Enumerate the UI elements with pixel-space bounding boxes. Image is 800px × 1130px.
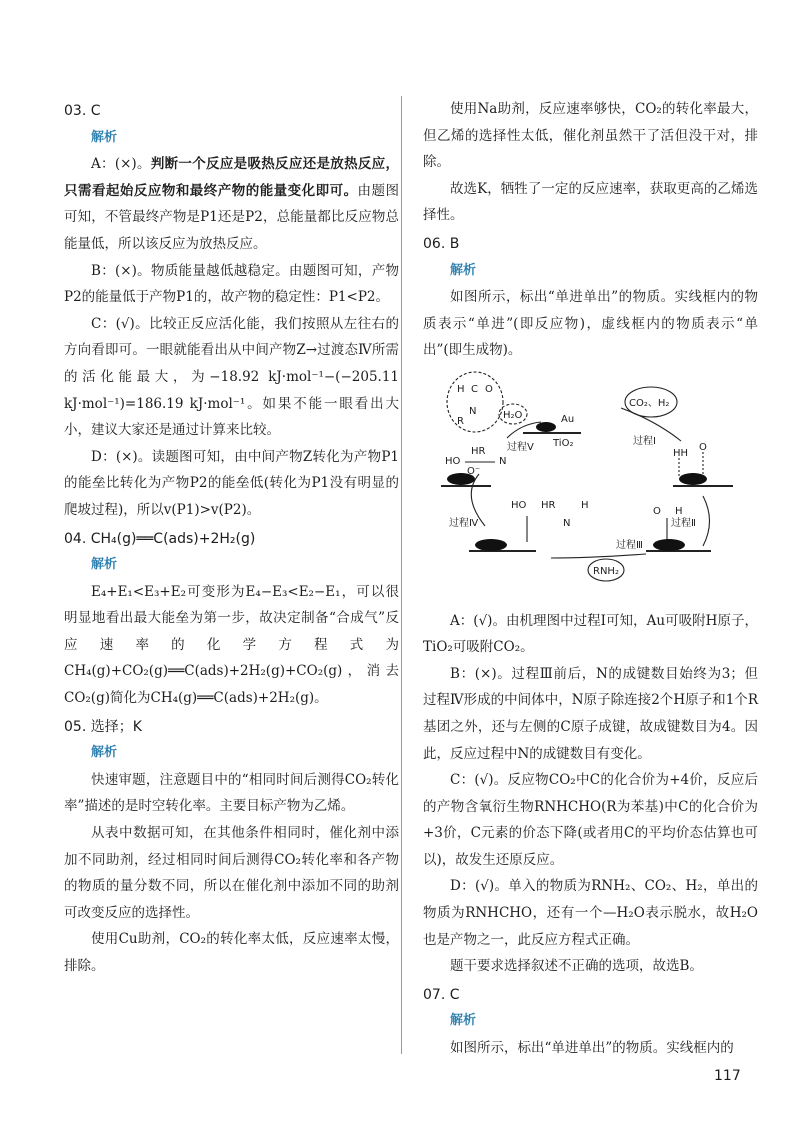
q06-conclusion: 题干要求选择叙述不正确的选项，故选B。 [450, 958, 703, 975]
label-step1: 过程Ⅰ [633, 435, 656, 447]
label-hh: HH [673, 447, 689, 459]
label-bottom-h: H [581, 499, 589, 511]
label-int-hr: HR [471, 445, 486, 457]
catalyst-cluster-right [679, 473, 707, 485]
q05-paragraph-1: 快速审题，注意题目中的“相同时间后测得CO₂转化率”描述的是时空转化率。主要目标产物为乙烯。 [64, 771, 399, 815]
label-step3: 过程Ⅲ [616, 539, 643, 551]
catalyst-cluster-bottom-right [653, 539, 685, 551]
q04-paragraph: E₄+E₁<E₃+E₂可变形为E₄−E₃<E₂−E₁，可以很明显地看出最大能垒为第一步，故决定制备“合成气”反应速率的化学方程式为CH₄(g)+CO₂(g)══C(ads)+2H₂(g)+CO₂(g)，消去CO₂(g)简化为CH₄(g)══C(ads)+2H₂(g)。 [64, 583, 399, 707]
q06-option-b: B：(×)。过程Ⅲ前后，N的成键数目始终为3；但过程Ⅳ形成的中间体中，N原子除连接2个H原子和1个R基团之外，还与左侧的C原子成键，故成键数目为4。因此，反应过程中N的成键数目有变化。 [423, 665, 758, 762]
left-column [64, 96, 399, 980]
q06-option-c: C：(√)。反应物CO₂中C的化合价为+4价，反应后的产物含氧衍生物RNHCHO(R为苯基)中C的化合价为+3价，C元素的价态下降(或者用C的平均价态估算也可以)，故发生还原反应。 [423, 772, 758, 868]
label-formamide-c: C [471, 383, 478, 395]
label-au: Au [561, 413, 575, 425]
label-formamide-h: H [457, 383, 465, 395]
dashed-circle-formamide [447, 372, 503, 432]
label-step2: 过程Ⅱ [671, 517, 696, 529]
q03-number: 03. C [64, 103, 101, 119]
q04-number: 04. CH₄(g)══C(ads)+2H₂(g) [64, 530, 256, 547]
q07-analysis-tag: 解析 [450, 1013, 477, 1029]
label-step4: 过程Ⅳ [449, 517, 479, 529]
label-int-om: O⁻ [467, 465, 481, 477]
q05-paragraph-4: 使用Na助剂，反应速率够快，CO₂的转化率最大，但乙烯的选择性太低，催化剂虽然干了活但没干对，排除。 [423, 101, 758, 171]
q05-number: 05. 选择；K [64, 718, 142, 735]
q06-option-a: A：(√)。由机理图中过程Ⅰ可知，Au可吸附H原子，TiO₂可吸附CO₂。 [423, 612, 758, 656]
catalyst-cluster-top [536, 422, 556, 432]
q03-analysis-tag: 解析 [91, 129, 118, 145]
q03-option-a: A：(×)。判断一个反应是吸热反应还是放热反应，只需看起始反应物和最终产物的能量变化即可。由题图可知，不管最终产物是P1还是P2，总能量都比反应物总能量低，所以该反应为放热反应。 [64, 156, 400, 252]
label-formamide-o: O [485, 383, 493, 395]
label-bottom-n: N [563, 517, 571, 529]
column-divider [401, 96, 402, 1054]
q06-option-d: D：(√)。单入的物质为RNH₂、CO₂、H₂，单出的物质为RNHCHO，还有一个—H₂O表示脱水，故H₂O也是产物之一，此反应方程式正确。 [423, 878, 758, 948]
arrow-step5 [507, 422, 541, 438]
q05-analysis-tag: 解析 [91, 745, 118, 761]
q06-analysis-tag: 解析 [450, 262, 477, 278]
q06-paragraph-1: 如图所示，标出“单进单出”的物质。实线框内的物质表示“单进”(即反应物)，虚线框内的物质表示“单出”(即生成物)。 [423, 289, 758, 359]
q07-paragraph-1: 如图所示，标出“单进单出”的物质。实线框内的 [450, 1040, 734, 1057]
label-rnh2: RNH₂ [593, 565, 619, 577]
label-co2-h2: CO₂、H₂ [629, 397, 670, 409]
label-int-ho: HO [445, 455, 461, 467]
q03-option-c: C：(√)。比较正反应活化能，我们按照从左往右的方向看即可。一眼就能看出从中间产物Z→过渡态Ⅳ所需的活化能最大，为−18.92 kJ·mol⁻¹−(−205.11 kJ·mol⁻¹)=186.19 kJ·mol⁻¹。如果不能一眼看出大小，建议大家还是通过计算来比较。 [64, 315, 399, 439]
q03-option-b: B：(×)。物质能量越低越稳定。由题图可知，产物P2的能量低于产物P1的，故产物的稳定性：P1<P2。 [64, 262, 399, 306]
label-co2-top-o: O [699, 441, 707, 453]
reaction-mechanism-diagram [441, 366, 741, 598]
label-step5: 过程Ⅴ [507, 441, 534, 453]
q05-paragraph-3: 使用Cu助剂，CO₂的转化率太低，反应速率太慢，排除。 [64, 931, 399, 974]
label-bottom-hr: HR [541, 499, 556, 511]
label-formamide-r: R [457, 415, 464, 427]
q06-number: 06. B [423, 235, 460, 252]
q04-analysis-tag: 解析 [91, 557, 118, 573]
label-hcoo-h: H [675, 505, 683, 517]
catalyst-cluster-bottom-left [475, 539, 507, 551]
q07-number: 07. C [423, 986, 460, 1003]
arrow-step3 [551, 554, 646, 558]
label-int-n: N [499, 455, 507, 467]
right-column [423, 96, 758, 1062]
q05-paragraph-5: 故选K，牺牲了一定的反应速率，获取更高的乙烯选择性。 [423, 180, 758, 224]
label-h2o: H₂O [503, 409, 523, 421]
label-tio2: TiO₂ [553, 437, 574, 449]
label-bottom-ho: HO [511, 499, 527, 511]
q05-paragraph-2: 从表中数据可知，在其他条件相同时，催化剂中添加不同助剂，经过相同时间后测得CO₂转化率和各产物的物质的量分数不同，所以在催化剂中添加不同的助剂可改变反应的选择性。 [64, 825, 399, 921]
label-hcoo-o: O [653, 505, 661, 517]
label-formamide-n: N [469, 405, 477, 417]
q03-option-d: D：(×)。读题图可知，由中间产物Z转化为产物P1的能垒比转化为产物P2的能垒低(转化为P1没有明显的爬坡过程)，所以v(P1)>v(P2)。 [64, 448, 399, 518]
arrow-step2 [703, 496, 710, 546]
page-number: 117 [714, 1068, 741, 1084]
